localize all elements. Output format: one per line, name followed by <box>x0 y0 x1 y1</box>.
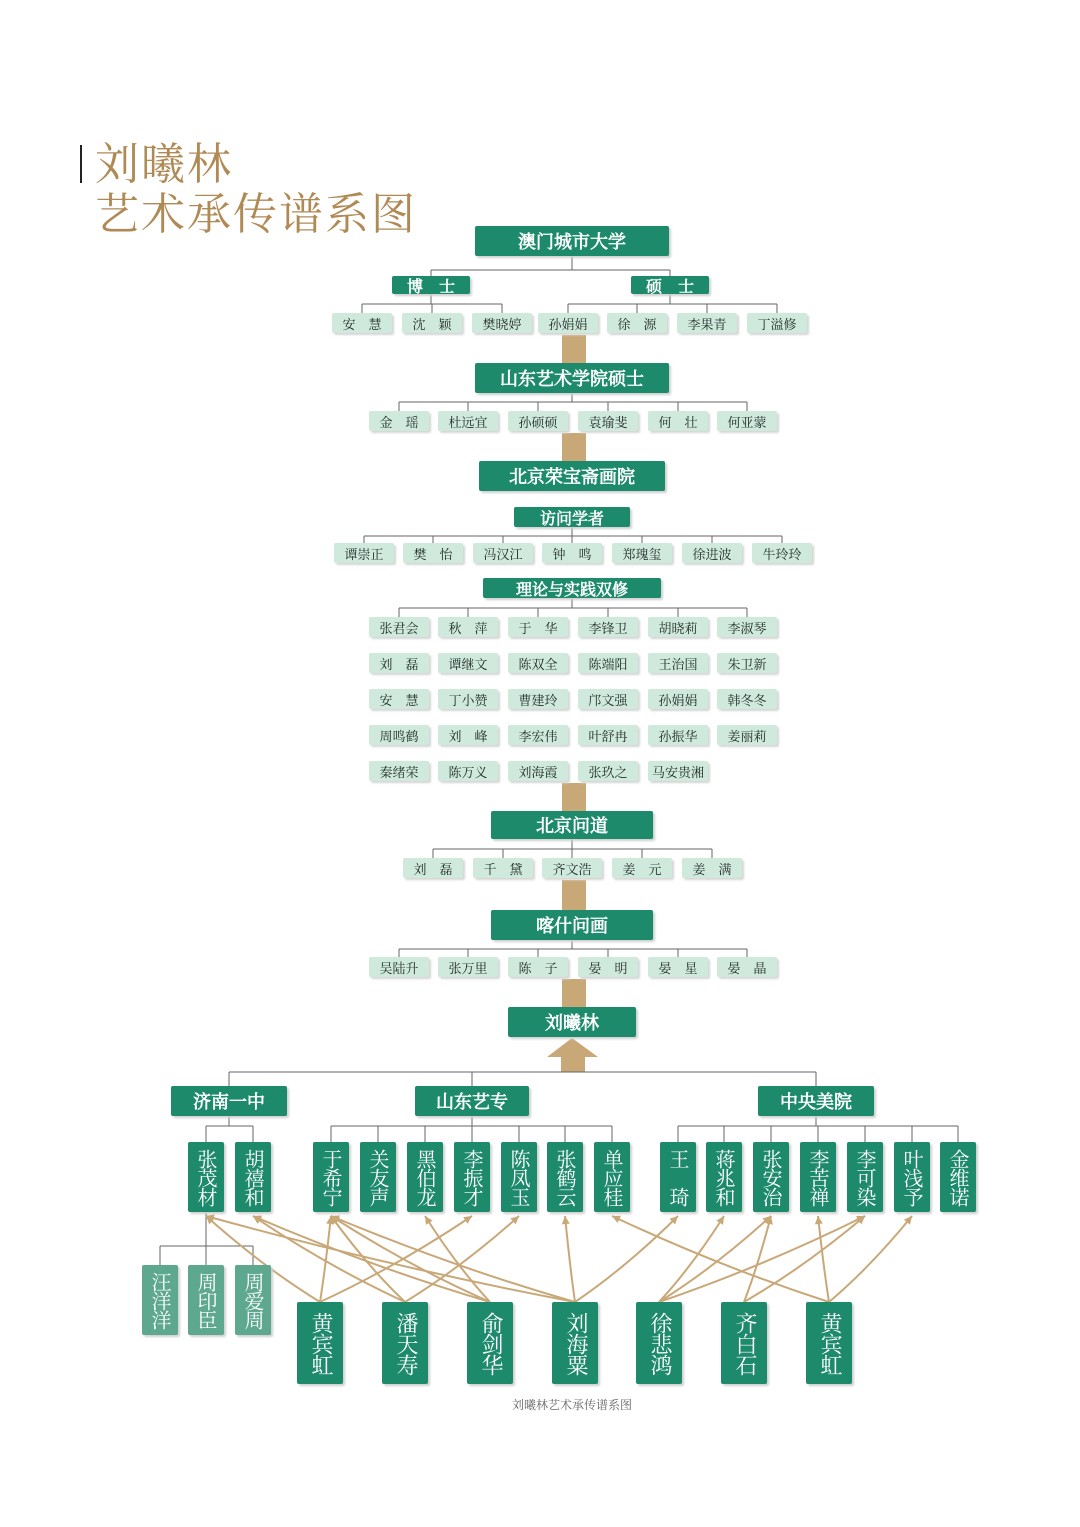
student-name: 晏 明 <box>578 957 638 977</box>
influence-arrow <box>565 1216 575 1302</box>
up-arrow-icon <box>547 1038 598 1072</box>
student-name: 袁瑜斐 <box>578 411 638 431</box>
teacher-node: 单应桂 <box>594 1142 630 1212</box>
student-name: 金 瑶 <box>369 411 429 431</box>
teacher-node: 汪洋洋 <box>142 1265 178 1335</box>
school-header: 中央美院 <box>758 1086 874 1116</box>
student-name: 刘 峰 <box>438 725 498 745</box>
student-name: 张万里 <box>438 957 498 977</box>
student-name: 刘 磊 <box>403 858 463 878</box>
teacher-node: 李振才 <box>454 1142 490 1212</box>
master-node: 徐悲鸿 <box>636 1302 682 1384</box>
influence-arrow <box>331 1216 405 1302</box>
school-header: 济南一中 <box>171 1086 287 1116</box>
student-name: 安 慧 <box>332 313 392 333</box>
teacher-node: 王 琦 <box>660 1142 696 1212</box>
influence-arrow <box>659 1216 724 1302</box>
student-name: 吴陆升 <box>369 957 429 977</box>
influence-arrow <box>575 1216 678 1302</box>
student-name: 陈双全 <box>508 653 568 673</box>
student-name: 晏 晶 <box>717 957 777 977</box>
gold-connector <box>562 433 586 461</box>
teacher-node: 叶浅予 <box>894 1142 930 1212</box>
student-name: 张君会 <box>369 617 429 637</box>
student-name: 何亚蒙 <box>717 411 777 431</box>
student-name: 李宏伟 <box>508 725 568 745</box>
student-name: 沈 颖 <box>402 313 462 333</box>
master-node: 俞剑华 <box>467 1302 513 1384</box>
master-node: 黄宾虹 <box>806 1302 852 1384</box>
institution-header: 北京问道 <box>491 811 653 839</box>
student-name: 刘 磊 <box>369 653 429 673</box>
teacher-node: 蒋兆和 <box>706 1142 742 1212</box>
student-name: 于 华 <box>508 617 568 637</box>
student-name: 李淑琴 <box>717 617 777 637</box>
student-name: 李果青 <box>677 313 737 333</box>
student-name: 姜丽莉 <box>717 725 777 745</box>
master-node: 潘天寿 <box>382 1302 428 1384</box>
student-name: 冯汉江 <box>473 543 533 563</box>
institution-header: 北京荣宝斋画院 <box>479 461 665 491</box>
teacher-node: 张茂材 <box>188 1142 224 1212</box>
student-name: 姜 满 <box>682 858 742 878</box>
student-name: 朱卫新 <box>717 653 777 673</box>
teacher-node: 金维诺 <box>940 1142 976 1212</box>
school-header: 山东艺专 <box>415 1086 529 1116</box>
page-title-line1: 刘曦林 <box>95 139 233 190</box>
student-name: 丁小赞 <box>438 689 498 709</box>
student-name: 徐进波 <box>682 543 742 563</box>
student-name: 何 壮 <box>648 411 708 431</box>
student-name: 秦绪荣 <box>369 761 429 781</box>
student-name: 陈端阳 <box>578 653 638 673</box>
teacher-node: 张鹤云 <box>547 1142 583 1212</box>
student-name: 周鸣鹤 <box>369 725 429 745</box>
gold-connector <box>562 979 586 1007</box>
program-header: 访问学者 <box>514 507 630 527</box>
influence-arrow <box>659 1216 865 1302</box>
teacher-node: 黑伯龙 <box>407 1142 443 1212</box>
gold-connector <box>562 880 586 910</box>
master-node: 齐白石 <box>721 1302 767 1384</box>
student-name: 郑瑰玺 <box>612 543 672 563</box>
influence-arrow <box>818 1216 829 1302</box>
student-name: 马安贵湘 <box>648 761 708 781</box>
student-name: 谭继文 <box>438 653 498 673</box>
teacher-node: 胡禧和 <box>235 1142 271 1212</box>
teacher-node: 周印臣 <box>188 1265 224 1335</box>
student-name: 樊晓婷 <box>472 313 532 333</box>
teacher-node: 关友声 <box>360 1142 396 1212</box>
student-name: 韩冬冬 <box>717 689 777 709</box>
student-name: 李锋卫 <box>578 617 638 637</box>
master-node: 刘海粟 <box>552 1302 598 1384</box>
teacher-node: 陈凤玉 <box>501 1142 537 1212</box>
center-node: 刘曦林 <box>508 1007 636 1037</box>
institution-header: 喀什问画 <box>491 910 653 940</box>
student-name: 牛玲玲 <box>752 543 812 563</box>
teacher-node: 李可染 <box>847 1142 883 1212</box>
student-name: 孙娟娟 <box>648 689 708 709</box>
student-name: 徐 源 <box>607 313 667 333</box>
teacher-node: 张安治 <box>753 1142 789 1212</box>
figure-caption: 刘曦林艺术承传谱系图 <box>511 1398 632 1412</box>
influence-arrow <box>425 1216 490 1302</box>
student-name: 孙硕硕 <box>508 411 568 431</box>
student-name: 晏 星 <box>648 957 708 977</box>
master-node: 黄宾虹 <box>297 1302 343 1384</box>
arrowhead-icon <box>562 1216 570 1224</box>
student-name: 谭崇正 <box>334 543 394 563</box>
student-name: 孙娟娟 <box>538 313 598 333</box>
student-name: 王治国 <box>648 653 708 673</box>
degree-header: 硕 士 <box>631 276 709 294</box>
student-name: 孙振华 <box>648 725 708 745</box>
teacher-node: 于希宁 <box>313 1142 349 1212</box>
student-name: 杜远宜 <box>438 411 498 431</box>
student-name: 齐文浩 <box>542 858 602 878</box>
student-name: 陈 子 <box>508 957 568 977</box>
student-name: 姜 元 <box>612 858 672 878</box>
student-name: 曹建玲 <box>508 689 568 709</box>
program-header: 理论与实践双修 <box>483 578 661 598</box>
student-name: 陈万义 <box>438 761 498 781</box>
student-name: 张玖之 <box>578 761 638 781</box>
institution-header: 山东艺术学院硕士 <box>475 363 669 393</box>
page-title-line2: 艺术承传谱系图 <box>95 189 417 240</box>
influence-arrow <box>829 1216 912 1302</box>
student-name: 叶舒冉 <box>578 725 638 745</box>
student-name: 秋 萍 <box>438 617 498 637</box>
influence-arrow <box>744 1216 865 1302</box>
student-name: 胡晓莉 <box>648 617 708 637</box>
degree-header: 博 士 <box>392 276 470 294</box>
student-name: 千 黛 <box>473 858 533 878</box>
student-name: 丁溢修 <box>747 313 807 333</box>
student-name: 刘海霞 <box>508 761 568 781</box>
student-name: 安 慧 <box>369 689 429 709</box>
student-name: 樊 怡 <box>403 543 463 563</box>
student-name: 邝文强 <box>578 689 638 709</box>
institution-header: 澳门城市大学 <box>475 226 669 256</box>
teacher-node: 李苦禅 <box>800 1142 836 1212</box>
student-name: 钟 鸣 <box>542 543 602 563</box>
teacher-node: 周爱周 <box>235 1265 271 1335</box>
gold-connector <box>562 335 586 363</box>
gold-connector <box>562 783 586 811</box>
